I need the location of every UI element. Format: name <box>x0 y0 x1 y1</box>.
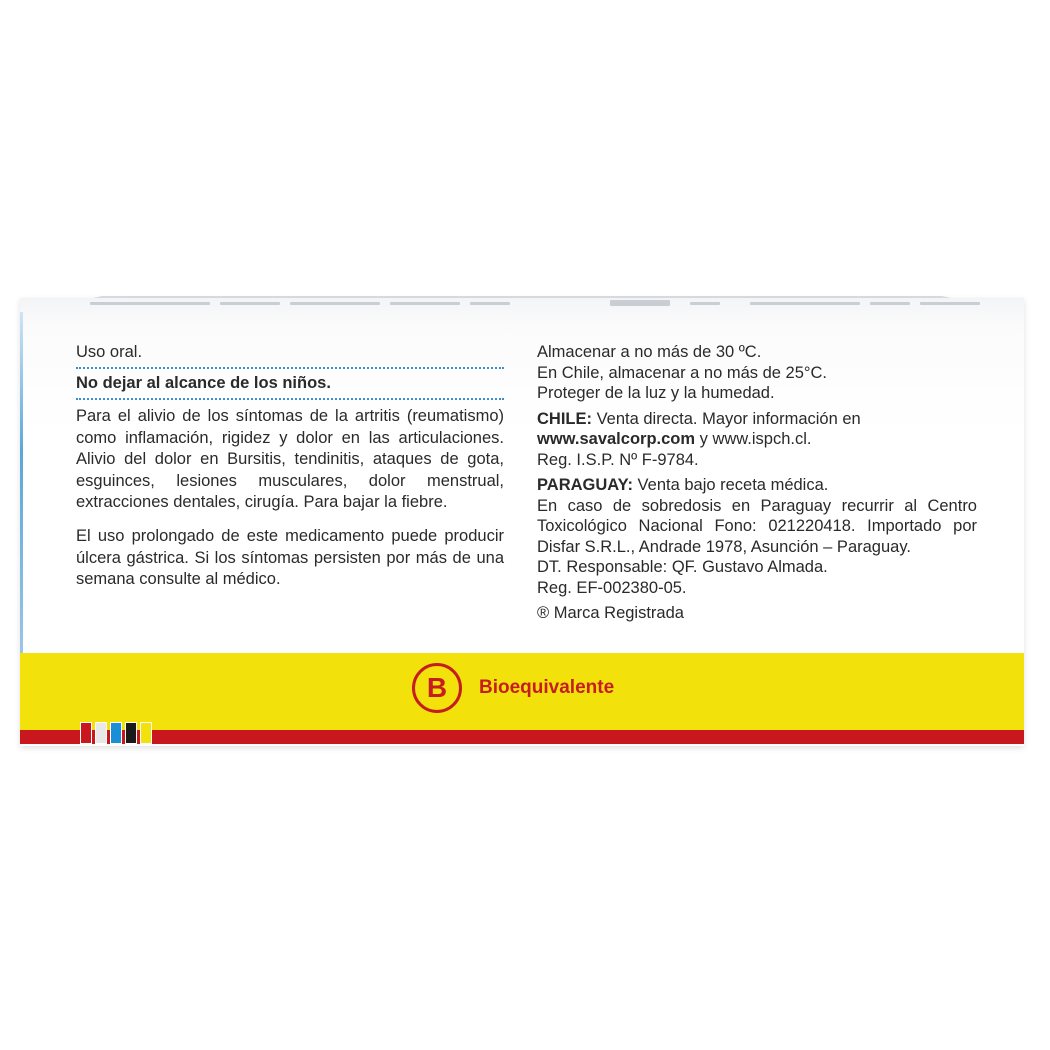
chile-info <box>537 409 977 430</box>
chile-websites <box>537 429 977 450</box>
swatch-white <box>95 722 107 744</box>
box-top-print-marks <box>90 300 990 310</box>
paraguay-label: PARAGUAY: <box>537 476 633 494</box>
storage-line-1: Almacenar a no más de 30 ºC. <box>537 343 762 361</box>
box-side-edge <box>20 312 23 662</box>
storage-line-2: En Chile, almacenar a no más de 25°C. <box>537 363 827 382</box>
isp-website: y www.ispch.cl. <box>695 430 812 448</box>
chile-text: Venta directa. Mayor información en <box>592 409 861 428</box>
right-text-column <box>537 342 977 624</box>
swatch-red <box>80 722 92 744</box>
saval-website: www.savalcorp.com <box>537 430 696 448</box>
chile-label: CHILE: <box>537 409 592 428</box>
swatch-black <box>125 722 137 744</box>
color-control-swatches <box>80 722 152 744</box>
dotted-divider <box>76 398 504 400</box>
chile-registration: Reg. I.S.P. Nº F-9784. <box>537 450 699 469</box>
left-text-column <box>76 342 504 591</box>
dotted-divider <box>76 367 504 369</box>
swatch-yellow <box>140 722 152 744</box>
children-warning: No dejar al alcance de los niños. <box>76 374 331 392</box>
paraguay-body: En caso de sobredosis en Paraguay recurrir al Centro Toxicológico Nacional Fono: 021220418. Importado por Disfar S.R.L., Andrade 1978, Asunción – Paraguay. <box>537 496 977 556</box>
usage-text: Uso oral. <box>76 343 143 361</box>
bioequivalent-b-icon: B <box>412 663 462 713</box>
swatch-blue <box>110 722 122 744</box>
paraguay-registration: Reg. EF-002380-05. <box>537 578 687 597</box>
caution-paragraph: El uso prolongado de este medicamento puede producir úlcera gástrica. Si los síntomas persisten por más de una semana consulte al médico. <box>76 526 504 589</box>
bioequivalent-label: Bioequivalente <box>479 677 615 698</box>
storage-line-3: Proteger de la luz y la humedad. <box>537 384 775 402</box>
paraguay-technical-director: DT. Responsable: QF. Gustavo Almada. <box>537 558 828 576</box>
trademark-note: ® Marca Registrada <box>537 604 684 622</box>
paraguay-info <box>537 475 977 496</box>
red-stripe <box>20 730 1024 744</box>
indications-paragraph: Para el alivio de los síntomas de la artritis (reumatismo) como inflamación, rigidez y dolor en las articulaciones. Alivio del dolor en Bursitis, tendinitis, ataques de gota, esguinces, lesiones musculares, dolor menstrual, extracciones dentales, cirugía. Para bajar la fiebre. <box>76 407 504 512</box>
paraguay-text: Venta bajo receta médica. <box>632 476 829 494</box>
